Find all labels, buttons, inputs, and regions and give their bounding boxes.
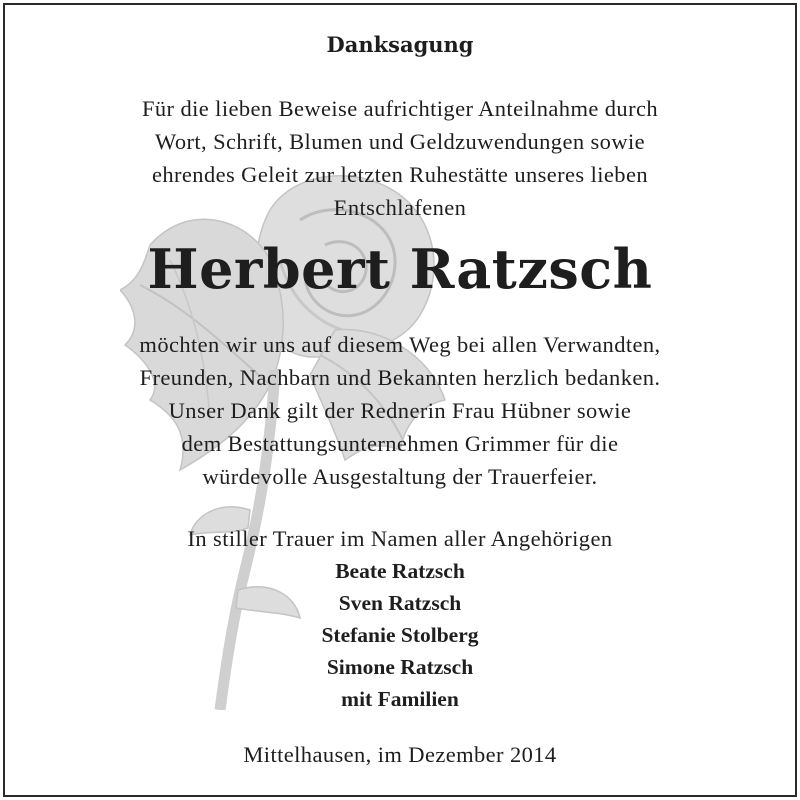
thanks-line: möchten wir uns auf diesem Weg bei allen Verwandten, (139, 332, 661, 357)
intro-line: ehrendes Geleit zur letzten Ruhestätte unseres lieben (151, 162, 648, 187)
notice-heading: Danksagung (326, 32, 474, 57)
thanks-paragraph (0, 328, 800, 493)
signers-list (0, 555, 800, 715)
thanks-line: dem Bestattungsunternehmen Grimmer für die (181, 431, 619, 456)
thanks-line: Unser Dank gilt der Rednerin Frau Hübner sowie (168, 398, 632, 423)
thanks-line: würdevolle Ausgestaltung der Trauerfeier. (202, 464, 598, 489)
intro-paragraph (0, 92, 800, 224)
intro-line: Für die lieben Beweise aufrichtiger Anteilnahme durch (141, 96, 659, 121)
mourning-line: In stiller Trauer im Namen aller Angehörigen (187, 526, 613, 551)
intro-line: Entschlafenen (333, 195, 467, 220)
signer-name: Beate Ratzsch (335, 559, 465, 583)
signer-name: mit Familien (341, 687, 459, 711)
signer-name: Stefanie Stolberg (321, 623, 479, 647)
deceased-name: Herbert Ratzsch (147, 237, 653, 301)
place-and-date: Mittelhausen, im Dezember 2014 (243, 742, 557, 767)
intro-line: Wort, Schrift, Blumen und Geldzuwendungen sowie (154, 129, 646, 154)
signer-name: Simone Ratzsch (326, 655, 474, 679)
thanks-line: Freunden, Nachbarn und Bekannten herzlich bedanken. (139, 365, 661, 390)
signer-name: Sven Ratzsch (338, 591, 462, 615)
